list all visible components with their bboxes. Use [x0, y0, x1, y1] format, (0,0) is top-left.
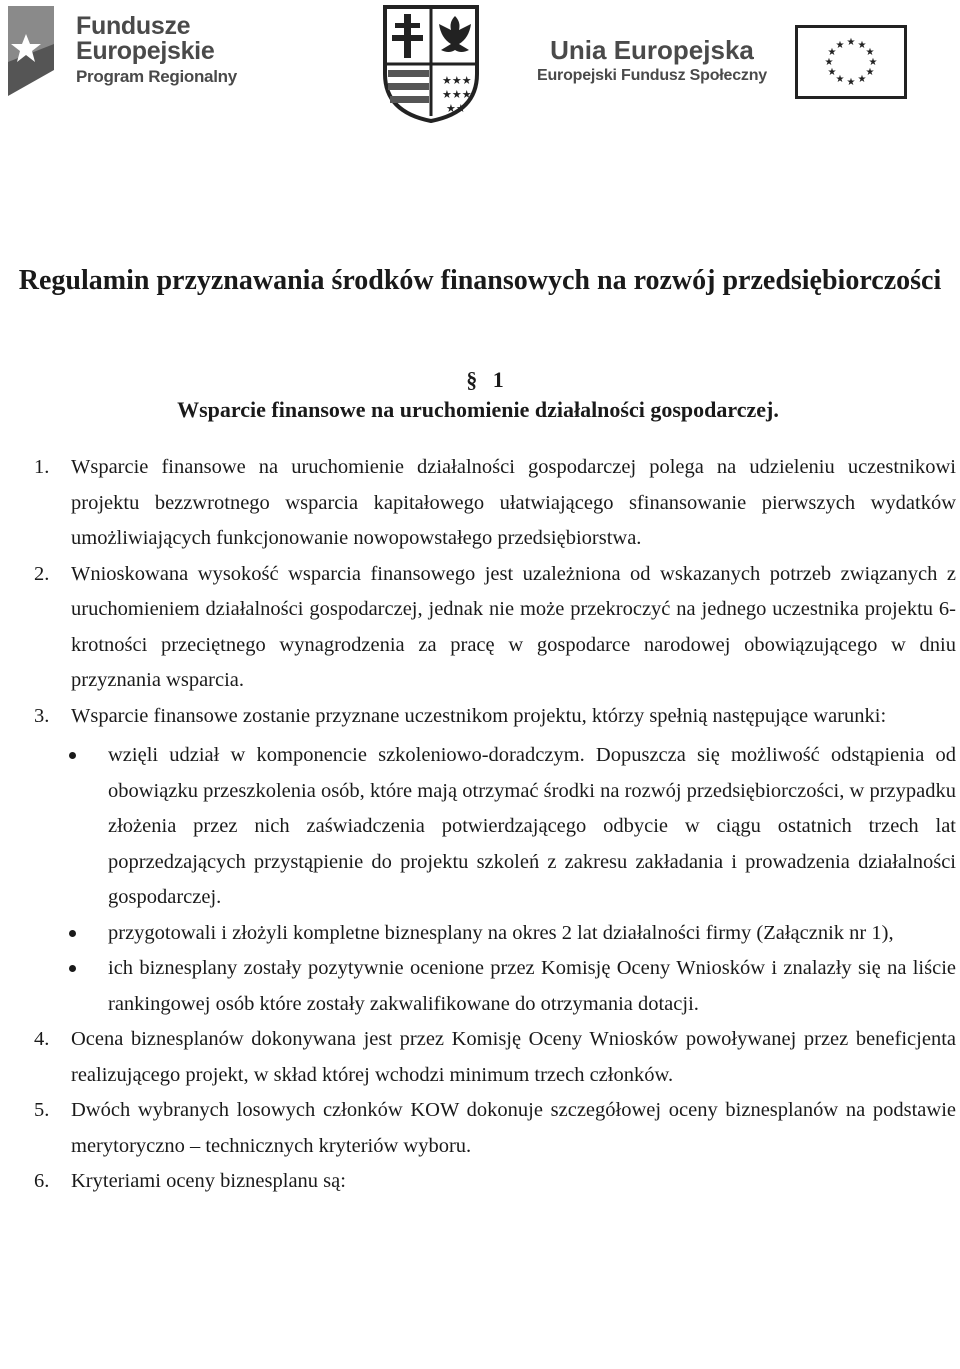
svg-text:★: ★ [865, 47, 875, 58]
unia-line1: Unia Europejska [550, 35, 754, 65]
unia-line2: Europejski Fundusz Społeczny [537, 67, 767, 84]
bullet-item [0, 738, 960, 916]
document-title: Regulamin przyznawania środków finansowych na rozwój przedsiębiorczości [18, 265, 942, 296]
section-heading [0, 365, 960, 395]
list-item [0, 557, 960, 699]
svg-text:★: ★ [846, 77, 856, 88]
svg-text:★: ★ [827, 67, 837, 78]
fundusze-europejskie-logo [6, 4, 238, 96]
svg-text:★: ★ [824, 57, 834, 68]
list-item [0, 699, 960, 735]
item-number: 4. [34, 1028, 50, 1050]
bullet-icon [69, 930, 76, 937]
item-number: 3. [34, 704, 50, 727]
list-item [0, 1093, 960, 1164]
svg-text:★: ★ [857, 74, 867, 85]
list-item [0, 1164, 960, 1200]
item-number: 1. [34, 456, 50, 478]
fundusze-star-icon [6, 4, 70, 96]
bullet-icon [69, 752, 76, 759]
unia-europejska-logo [537, 36, 767, 88]
fundusze-line1: Fundusze [76, 12, 191, 40]
bullet-text: ich biznesplany zostały pozytywnie ocenione przez Komisję Oceny Wniosków i znalazły się na liście rankingowej osób które zostały zakwalifikowane do otrzymania dotacji. [108, 957, 956, 1015]
svg-text:★: ★ [835, 74, 845, 85]
fundusze-line3: Program Regionalny [76, 67, 237, 86]
item-text: Ocena biznesplanów dokonywana jest przez Komisję Oceny Wniosków powoływanej przez beneficjenta realizującego projekt, w skład której wchodzi minimum trzech członków. [71, 1028, 956, 1086]
svg-text:★: ★ [857, 40, 867, 51]
bullet-icon [69, 965, 76, 972]
list-item [0, 450, 960, 557]
item-text: Wnioskowana wysokość wsparcia finansowego jest uzależniona od wskazanych potrzeb związanych z uruchomieniem działalności gospodarczej, jednak nie może przekroczyć na jednego uczestnika projektu 6-krotności przeciętnego wynagrodzenia za pracę w gospodarce narodowej obowiązującego w dniu przyznania wsparcia. [71, 562, 956, 691]
bullet-text: przygotowali i złożyli kompletne biznesplany na okres 2 lat działalności firmy (Załącznik nr 1), [108, 921, 894, 944]
section-number: 1 [492, 367, 504, 392]
svg-text:★★★: ★★★ [442, 88, 472, 101]
svg-text:★: ★ [865, 67, 875, 78]
list-item [0, 1022, 960, 1093]
item-text: Wsparcie finansowe zostanie przyznane uczestnikom projektu, którzy spełnią następujące warunki: [71, 704, 887, 727]
malopolska-coat-of-arms-icon [382, 4, 480, 124]
logo-bar [0, 0, 960, 130]
svg-text:★★★: ★★★ [442, 74, 472, 87]
bullet-item [0, 916, 960, 952]
section-title: Wsparcie finansowe na uruchomienie działalności gospodarczej. [177, 397, 779, 422]
document-body [0, 450, 960, 1200]
svg-text:★: ★ [868, 57, 878, 68]
section-symbol: § [466, 367, 478, 392]
item-text: Kryteriami oceny biznesplanu są: [71, 1170, 346, 1192]
bullet-text: wzięli udział w komponencie szkoleniowo-doradczym. Dopuszcza się możliwość odstąpienia od obowiązku przeszkolenia osób, które mają otrzymać środki na rozwój przedsiębiorczości, w przypadku złożenia przez nich zaświadczenia potwierdzającego odbycie w ciągu ostatnich trzech lat poprzedzających przystąpienie do projektu szkoleń z zakresu zakładania i prowadzenia działalności gospodarczej. [108, 744, 956, 908]
svg-text:★: ★ [835, 40, 845, 51]
fundusze-line2: Europejskie [76, 37, 215, 65]
eu-flag-icon [795, 25, 907, 99]
bullet-item [0, 951, 960, 1022]
svg-text:★: ★ [846, 37, 856, 48]
item-number: 5. [34, 1099, 50, 1121]
item-number: 6. [34, 1170, 50, 1192]
svg-text:★★: ★★ [446, 102, 466, 115]
svg-text:★: ★ [827, 47, 837, 58]
item-number: 2. [34, 562, 50, 585]
item-text: Dwóch wybranych losowych członków KOW dokonuje szczegółowej oceny biznesplanów na podstawie merytoryczno – technicznych kryteriów wyboru. [71, 1099, 956, 1157]
item-text: Wsparcie finansowe na uruchomienie działalności gospodarczej polega na udzieleniu uczestnikowi projektu bezzwrotnego wsparcia kapitałowego ułatwiającego sfinansowanie pierwszych wydatków umożliwiających funkcjonowanie nowopowstałego przedsiębiorstwa. [71, 456, 956, 549]
